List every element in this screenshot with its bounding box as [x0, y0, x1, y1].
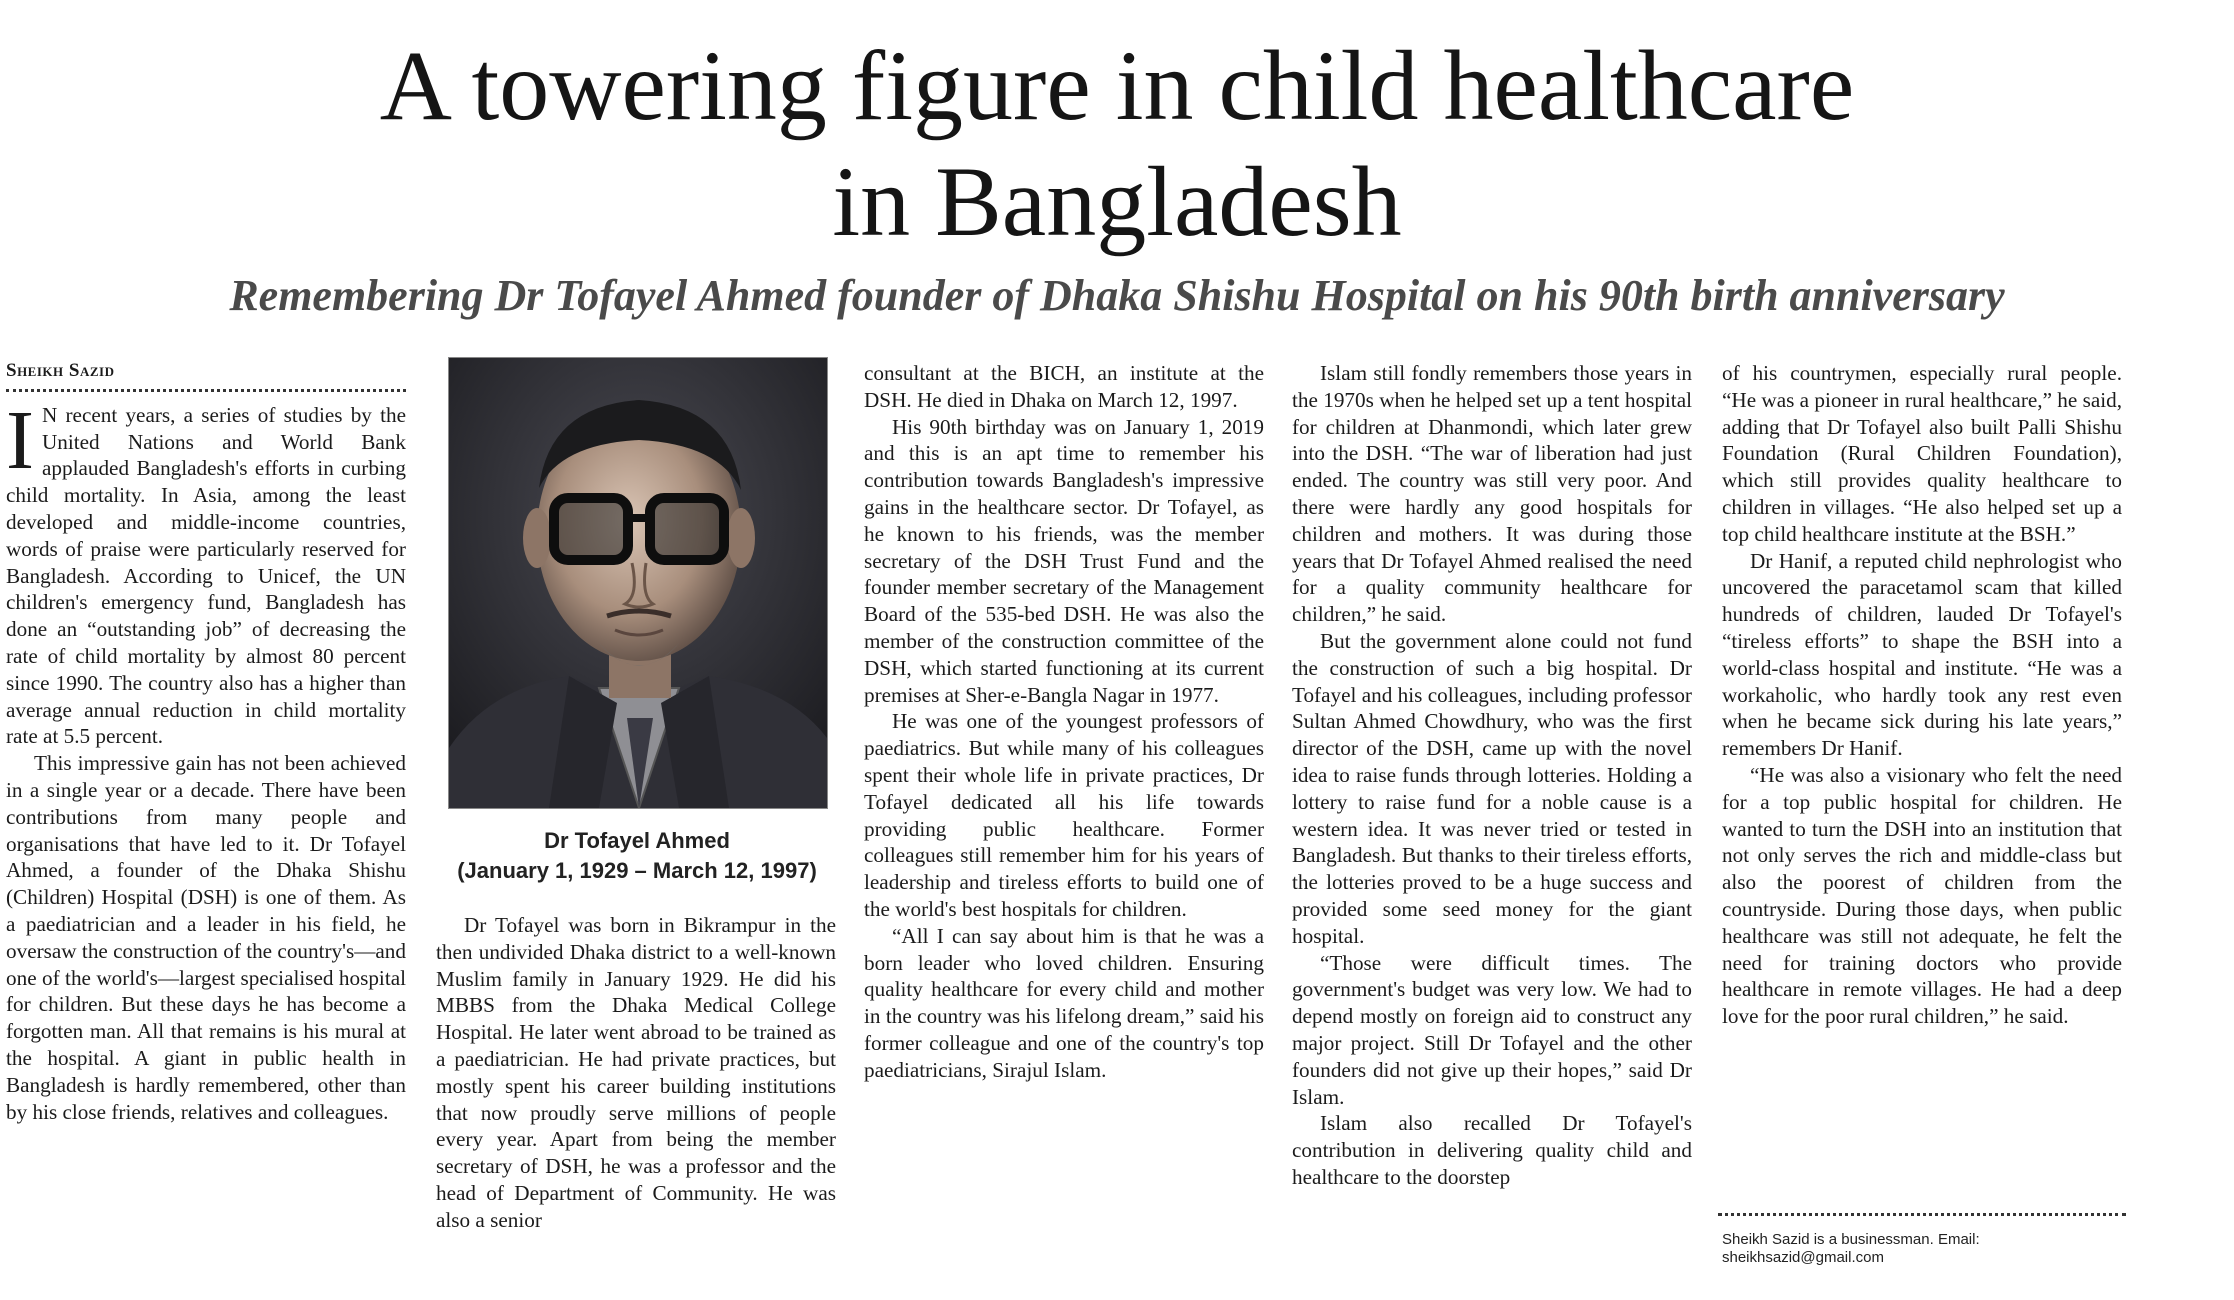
paragraph: Islam also recalled Dr Tofayel's contribution in delivering quality child and healthcare to the doorstep: [1292, 1111, 1692, 1189]
headline-line-1: A towering figure in child healthcare: [379, 30, 1855, 141]
paragraph: “All I can say about him is that he was a born leader who loved children. Ensuring quality healthcare for every child and mother in the country was his lifelong dream,” said his former colleague and one of the country's top paediatricians, Sirajul Islam.: [864, 923, 1264, 1082]
paragraph: His 90th birthday was on January 1, 2019 and this is an apt time to remember his contribution towards Bangladesh's impressive gains in the healthcare sector. Dr Tofayel, as he known to his friends, was the member secretary of the DSH Trust Fund and the founder member secretary of the Management Board of the 535-bed DSH. He was also the member of the construction committee of the DSH, which started functioning at its current premises at Sher-e-Bangla Nagar in 1977.: [864, 414, 1264, 707]
column-3: [864, 360, 1264, 1084]
paragraph: of his countrymen, especially rural people. “He was a pioneer in rural healthcare,” he said, adding that Dr Tofayel also built Palli Shishu Foundation (Rural Children Foundation), which still provides quality healthcare to children in villages. “He also helped set up a top child healthcare institute at the BSH.”: [1722, 361, 2123, 546]
paragraph: He was one of the youngest professors of paediatrics. But while many of his colleagues spent their whole life in private practices, Dr Tofayel dedicated all his life towards providing public healthcare. Former colleagues still remember him for his years of leadership and tireless efforts to build one of the world's best hospitals for children.: [864, 709, 1264, 921]
paragraph: I N recent years, a series of studies by the United Nations and World Bank applauded Bangladesh's efforts in curbing child mortality. In Asia, among the least developed and middle-income countries, words of praise were particularly reserved for Bangladesh. According to Unicef, the UN children's emergency fund, Bangladesh has done an “outstanding job” of decreasing the rate of child mortality by almost 80 percent since 1990. The country also has a higher than average annual reduction in child mortality rate at 5.5 percent.: [6, 393, 406, 749]
subheadline: Remembering Dr Tofayel Ahmed founder of Dhaka Shishu Hospital on his 90th birth anniversary: [229, 271, 2005, 320]
paragraph: “He was also a visionary who felt the need for a top public hospital for children. He wanted to turn the DSH into an institution that not only serves the rich and middle-class but also the poorest of children from the countryside. During those days, when public healthcare was still not adequate, he felt the need for training doctors who provide healthcare in remote villages. He had a deep love for the poor rural children,” he said.: [1722, 762, 2122, 1029]
drop-cap: I: [6, 393, 34, 487]
column-4: [1292, 360, 1692, 1191]
column-2: [436, 912, 836, 1234]
photo-caption: [432, 826, 842, 886]
caption-dates: (January 1, 1929 – March 12, 1997): [457, 858, 817, 883]
paragraph: This impressive gain has not been achieved in a single year or a decade. There have been contributions from many people and organisations that have led to it. Dr Tofayel Ahmed, a founder of the Dhaka Shishu (Children) Hospital (DSH) is one of them. As a paediatrician and a leader in his field, he oversaw the construction of the country's—and one of the world's—largest specialised hospital for children. But these days he has become a forgotten man. All that remains is his mural at the hospital. A giant in public health in Bangladesh is hardly remembered, other than by his close friends, relatives and colleagues.: [6, 751, 406, 1124]
column-1: [6, 358, 406, 1125]
headline: [0, 28, 2234, 260]
byline: Sheikh Sazid: [6, 358, 406, 392]
paragraph: “Those were difficult times. The government's budget was very low. We had to depend mostly on foreign aid to construct any major project. Still Dr Tofayel and the other founders did not give up their hopes,” said Dr Islam.: [1292, 950, 1692, 1109]
paragraph: Dr Tofayel was born in Bikrampur in the then undivided Dhaka district to a well-known Muslim family in January 1929. He did his MBBS from the Dhaka Medical College Hospital. He later went abroad to be trained as a paediatrician. He had private practices, but mostly spent his career building institutions that now proudly serve millions of people every year. Apart from being the member secretary of DSH, he was a professor and the head of Department of Community. He was also a senior: [436, 913, 836, 1232]
headline-line-2: in Bangladesh: [832, 146, 1402, 257]
author-email: sheikhsazid@gmail.com: [1722, 1249, 1884, 1266]
portrait-image: [449, 358, 827, 808]
paragraph: consultant at the BICH, an institute at the DSH. He died in Dhaka on March 12, 1997.: [864, 361, 1264, 412]
paragraph: But the government alone could not fund the construction of such a big hospital. Dr Tofayel and his colleagues, including professor Sultan Ahmed Chowdhury, who was the first director of the DSH, came up with the novel idea to raise funds through lotteries. Holding a lottery to raise fund for a noble cause is a western idea. It was never tried or tested in Bangladesh. But thanks to their tireless efforts, the lotteries proved to be a huge success and provided some seed money for the giant hospital.: [1292, 628, 1692, 948]
author-note: [1722, 1231, 2122, 1267]
paragraph: Dr Hanif, a reputed child nephrologist who uncovered the paracetamol scam that killed hundreds of children, lauded Dr Tofayel's “tireless efforts” to shape the BSH into a world-class hospital and institute. “He was a workaholic, who hardly took any rest even when he became sick during his late years,” remembers Dr Hanif.: [1722, 548, 2122, 761]
column-5: [1722, 360, 2122, 1030]
caption-name: Dr Tofayel Ahmed: [544, 828, 730, 853]
portrait-photo: [448, 357, 828, 809]
footer-divider: [1718, 1213, 2126, 1216]
paragraph: Islam still fondly remembers those years in the 1970s when he helped set up a tent hospital for children at Dhanmondi, which later grew into the DSH. “The war of liberation had just ended. The country was still very poor. And there were hardly any good hospitals for children and mothers. It was during those years that Dr Tofayel Ahmed realised the need for a quality community healthcare for children,” he said.: [1292, 361, 1692, 627]
author-note-line-1: Sheikh Sazid is a businessman. Email:: [1722, 1231, 1980, 1248]
